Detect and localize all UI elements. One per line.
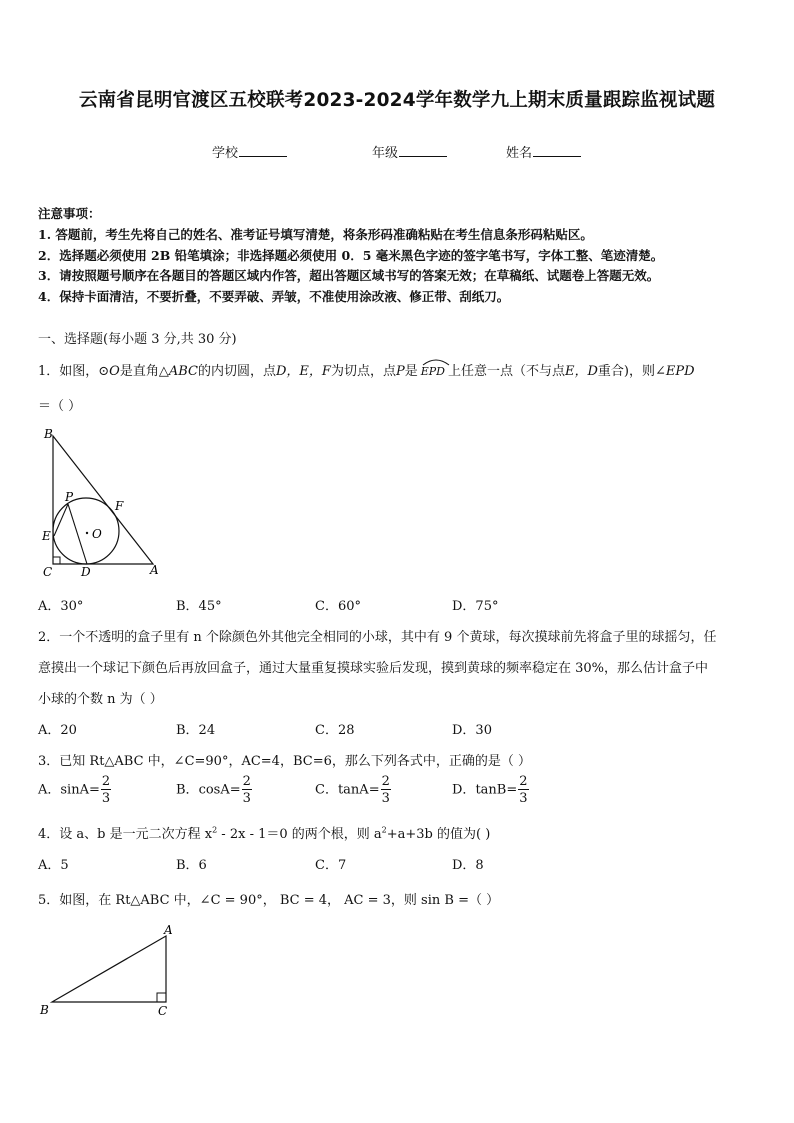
q2-option-b[interactable]: B．24 (176, 723, 216, 738)
denominator: 3 (101, 791, 111, 806)
grade-label: 年级 (372, 146, 399, 161)
option-letter: D． (452, 782, 476, 798)
q1-option-d[interactable]: D．75° (452, 599, 499, 614)
q1-text: 上任意一点（不与点 (447, 364, 565, 379)
q4-option-a[interactable]: A．5 (38, 858, 69, 873)
option-letter: A． (38, 782, 61, 798)
notice-item-2: 2．选择题必须使用 2B 铅笔填涂；非选择题必须使用 0．5 毫米黑色字迹的签字笔书写，字体工整、笔迹清楚。 (38, 248, 664, 263)
q4-exponent: 2 (212, 825, 218, 835)
q3-option-c[interactable] (315, 775, 392, 805)
segment-pd (68, 504, 87, 564)
q1-text: 重合)，则∠ (597, 364, 666, 379)
grade-blank[interactable] (399, 144, 447, 157)
question-2-line-1: 2．一个不透明的盒子里有 n 个除颜色外其他完全相同的小球，其中有 9 个黄球，每次摸球前先将盒子里的球摇匀，任 (38, 630, 717, 645)
option-expr: cosA= (198, 782, 241, 798)
question-5-stem: 5．如图，在 Rt△ABC 中，∠C = 90°， BC = 4， AC = 3，则 sin B =（ ） (38, 893, 500, 908)
section-heading: 一、选择题(每小题 3 分,共 30 分) (38, 332, 237, 347)
q1-var-abc: ABC (168, 364, 198, 379)
question-4-stem (38, 823, 490, 842)
question-3-stem: 3．已知 Rt△ABC 中，∠C=90°，AC=4，BC=6，那么下列各式中，正确的是（ ） (38, 754, 531, 769)
q1-option-b[interactable]: B．45° (176, 599, 222, 614)
fraction (242, 775, 252, 805)
name-label: 姓名 (506, 146, 533, 161)
school-blank[interactable] (239, 144, 287, 157)
notice-heading: 注意事项： (38, 206, 101, 221)
arc-epd (421, 364, 445, 379)
q2-option-a[interactable]: A．20 (38, 723, 77, 738)
numerator: 2 (101, 774, 111, 789)
q3-option-b[interactable] (176, 775, 253, 805)
q1-text: 1．如图，⊙ (38, 364, 110, 379)
q1-text: 是 (404, 364, 418, 379)
notice-item-1: 1. 答题前，考生先将自己的姓名、准考证号填写清楚，将条形码准确粘贴在考生信息条形码粘贴区。 (38, 227, 593, 242)
q1-option-a[interactable]: A．30° (38, 599, 84, 614)
label-a: A (164, 923, 173, 937)
q1-var-p: P (395, 364, 405, 379)
question-1-answer-blank: ＝（ ） (38, 399, 82, 414)
notice-item-4: 4．保持卡面清洁，不要折叠，不要弄破、弄皱，不准使用涂改液、修正带、刮纸刀。 (38, 289, 510, 304)
label-a: A (150, 563, 159, 577)
denominator: 3 (242, 791, 251, 806)
q4-option-c[interactable]: C．7 (315, 858, 347, 873)
label-c: C (43, 565, 53, 579)
question-2-line-3: 小球的个数 n 为（ ） (38, 692, 163, 707)
q1-text: 为切点，点 (330, 364, 396, 379)
option-letter: B． (176, 782, 199, 798)
q1-var-ed: E，D (565, 364, 598, 379)
q1-var-def: D，E，F (276, 364, 331, 379)
q1-text: 的内切圆，点 (197, 364, 276, 379)
q4-text: - 2x - 1＝0 的两个根，则 a (217, 827, 382, 842)
option-expr: tanB= (475, 782, 518, 798)
question-2-line-2: 意摸出一个球记下颜色后再放回盒子，通过大量重复摸球实验后发现，摸到黄球的频率稳定在 30%，那么估计盒子中 (38, 661, 709, 676)
question-1-figure (36, 424, 166, 584)
fraction (381, 775, 391, 805)
school-label: 学校 (212, 146, 239, 161)
option-letter: C． (315, 782, 338, 798)
name-field (506, 142, 581, 161)
q3-option-a[interactable] (38, 775, 112, 805)
label-b: B (40, 1003, 49, 1017)
label-e: E (42, 529, 51, 543)
q1-var-o: O (109, 364, 120, 379)
right-angle-mark (53, 557, 60, 564)
numerator: 2 (381, 774, 390, 789)
q2-option-c[interactable]: C．28 (315, 723, 355, 738)
label-o: O (92, 527, 102, 541)
label-b: B (44, 427, 53, 441)
fraction (101, 775, 111, 805)
label-f: F (115, 499, 124, 513)
q1-text: 是直角△ (119, 364, 169, 379)
q4-exponent: 2 (381, 825, 387, 835)
arc-symbol (421, 358, 451, 366)
right-angle-mark (157, 993, 166, 1002)
q1-var-epd: EPD (665, 364, 695, 379)
q4-option-d[interactable]: D．8 (452, 858, 484, 873)
fraction (518, 775, 528, 805)
label-c: C (158, 1004, 168, 1018)
name-blank[interactable] (533, 144, 581, 157)
numerator: 2 (242, 774, 251, 789)
label-p: P (65, 490, 74, 504)
denominator: 3 (519, 791, 528, 806)
option-expr: sinA= (60, 782, 100, 798)
q1-option-c[interactable]: C．60° (315, 599, 361, 614)
school-field (212, 142, 287, 161)
q4-option-b[interactable]: B．6 (176, 858, 207, 873)
incircle (53, 498, 119, 564)
grade-field (372, 142, 447, 161)
triangle-abc (52, 936, 166, 1002)
numerator: 2 (519, 774, 528, 789)
denominator: 3 (381, 791, 390, 806)
q2-option-d[interactable]: D．30 (452, 723, 492, 738)
question-1-stem (38, 360, 695, 379)
page-title: 云南省昆明官渡区五校联考2023-2024学年数学九上期末质量跟踪监视试题 (78, 90, 716, 111)
label-d: D (81, 565, 91, 579)
q4-text: 4．设 a、b 是一元二次方程 x (38, 827, 213, 842)
question-5-figure (36, 922, 186, 1022)
center-point (86, 532, 88, 534)
option-expr: tanA= (337, 782, 380, 798)
q4-text: +a+3b 的值为( ) (386, 827, 491, 842)
q3-option-d[interactable] (452, 775, 530, 805)
notice-item-3: 3．请按照题号顺序在各题目的答题区域内作答，超出答题区域书写的答案无效；在草稿纸、试题卷上答题无效。 (38, 268, 660, 283)
arc-label: EPD (420, 365, 445, 378)
